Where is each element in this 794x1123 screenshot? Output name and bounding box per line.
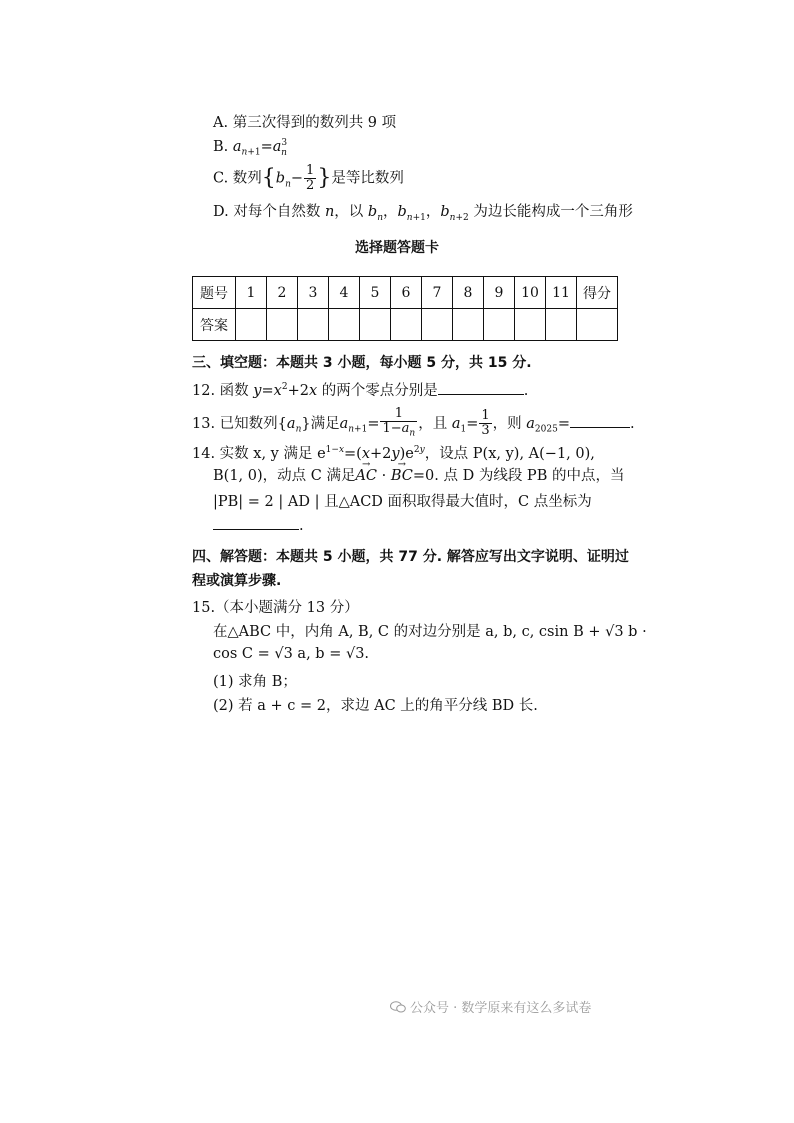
option-a: A. 第三次得到的数列共 9 项 (213, 115, 397, 131)
answer-cell (329, 309, 360, 341)
option-c: C. 数列{$b_n-$ $\frac{1}{2}$ }是等比数列 (213, 163, 404, 193)
question-15-header: 15.（本小题满分 13 分） (192, 600, 359, 616)
question-number: 5 (360, 277, 391, 309)
answer-blank (438, 380, 524, 395)
answer-card-title: 选择题答题卡 (355, 240, 439, 256)
answer-cell (360, 309, 391, 341)
question-14-line1: 14. 实数 x, y 满足 $e^{1-x}=(x+2y)e^{2y}$，设点 P(x, y), A(−1, 0), (192, 445, 595, 462)
watermark: 公众号 · 数学原来有这么多试卷 (390, 997, 591, 1016)
answer-cell (391, 309, 422, 341)
wechat-icon (390, 1001, 406, 1013)
section4-heading-line2: 程或演算步骤. (192, 573, 282, 589)
row-label-number: 题号 (193, 277, 236, 309)
option-b: B. $a_{n+1}=a^3_n$ (213, 138, 288, 158)
score-cell (577, 309, 618, 341)
question-number: 8 (453, 277, 484, 309)
answer-card-table (192, 276, 618, 341)
answer-cell (515, 309, 546, 341)
section3-heading: 三、填空题：本题共 3 小题，每小题 5 分，共 15 分. (192, 355, 532, 371)
answer-cell (236, 309, 267, 341)
question-14-line4: . (213, 514, 304, 538)
question-number: 6 (391, 277, 422, 309)
question-15-part2: (2) 若 a + c = 2，求边 AC 上的角平分线 BD 长. (213, 698, 538, 714)
question-number: 7 (422, 277, 453, 309)
question-14-line3: |PB| = 2 | AD | 且△ACD 面积取得最大值时，C 点坐标为 (213, 494, 592, 510)
section4-heading-line1: 四、解答题：本题共 5 小题，共 77 分. 解答应写出文字说明、证明过 (192, 549, 629, 565)
question-number: 2 (267, 277, 298, 309)
answer-cell (267, 309, 298, 341)
question-13: 13. 已知数列$\{a_n\}$满足$a_{n+1}=$ $\frac{1}{1-a_n}$ ，且 $a_1=$ $\frac{1}{3}$ ，则 $a_{2025}=$ . (192, 406, 635, 439)
answer-cell (453, 309, 484, 341)
answer-cell (484, 309, 515, 341)
question-number: 10 (515, 277, 546, 309)
row-label-answer: 答案 (193, 309, 236, 341)
question-number: 3 (298, 277, 329, 309)
question-number: 11 (546, 277, 577, 309)
question-15-line2: cos C = √3 a, b = √3. (213, 646, 370, 662)
answer-cell (298, 309, 329, 341)
question-14-line2: B(1, 0)，动点 C 满足→ AC · → BC=0. 点 D 为线段 PB 的中点，当 (213, 464, 624, 488)
question-15-line1: 在△ABC 中，内角 A, B, C 的对边分别是 a, b, c, csin B + √3 b · (213, 624, 647, 640)
score-label: 得分 (577, 277, 618, 309)
question-15-part1: (1) 求角 B； (213, 674, 297, 690)
answer-blank (570, 413, 630, 428)
question-number: 4 (329, 277, 360, 309)
question-number: 1 (236, 277, 267, 309)
option-d: D. 对每个自然数 n，以 $b_n$，$b_{n+1}$，$b_{n+2}$ 为边长能构成一个三角形 (213, 204, 633, 223)
question-12: 12. 函数 $y=x^2+2x$ 的两个零点分别是 . (192, 379, 528, 400)
answer-cell (546, 309, 577, 341)
answer-blank (213, 515, 299, 530)
answer-cell (422, 309, 453, 341)
question-number: 9 (484, 277, 515, 309)
